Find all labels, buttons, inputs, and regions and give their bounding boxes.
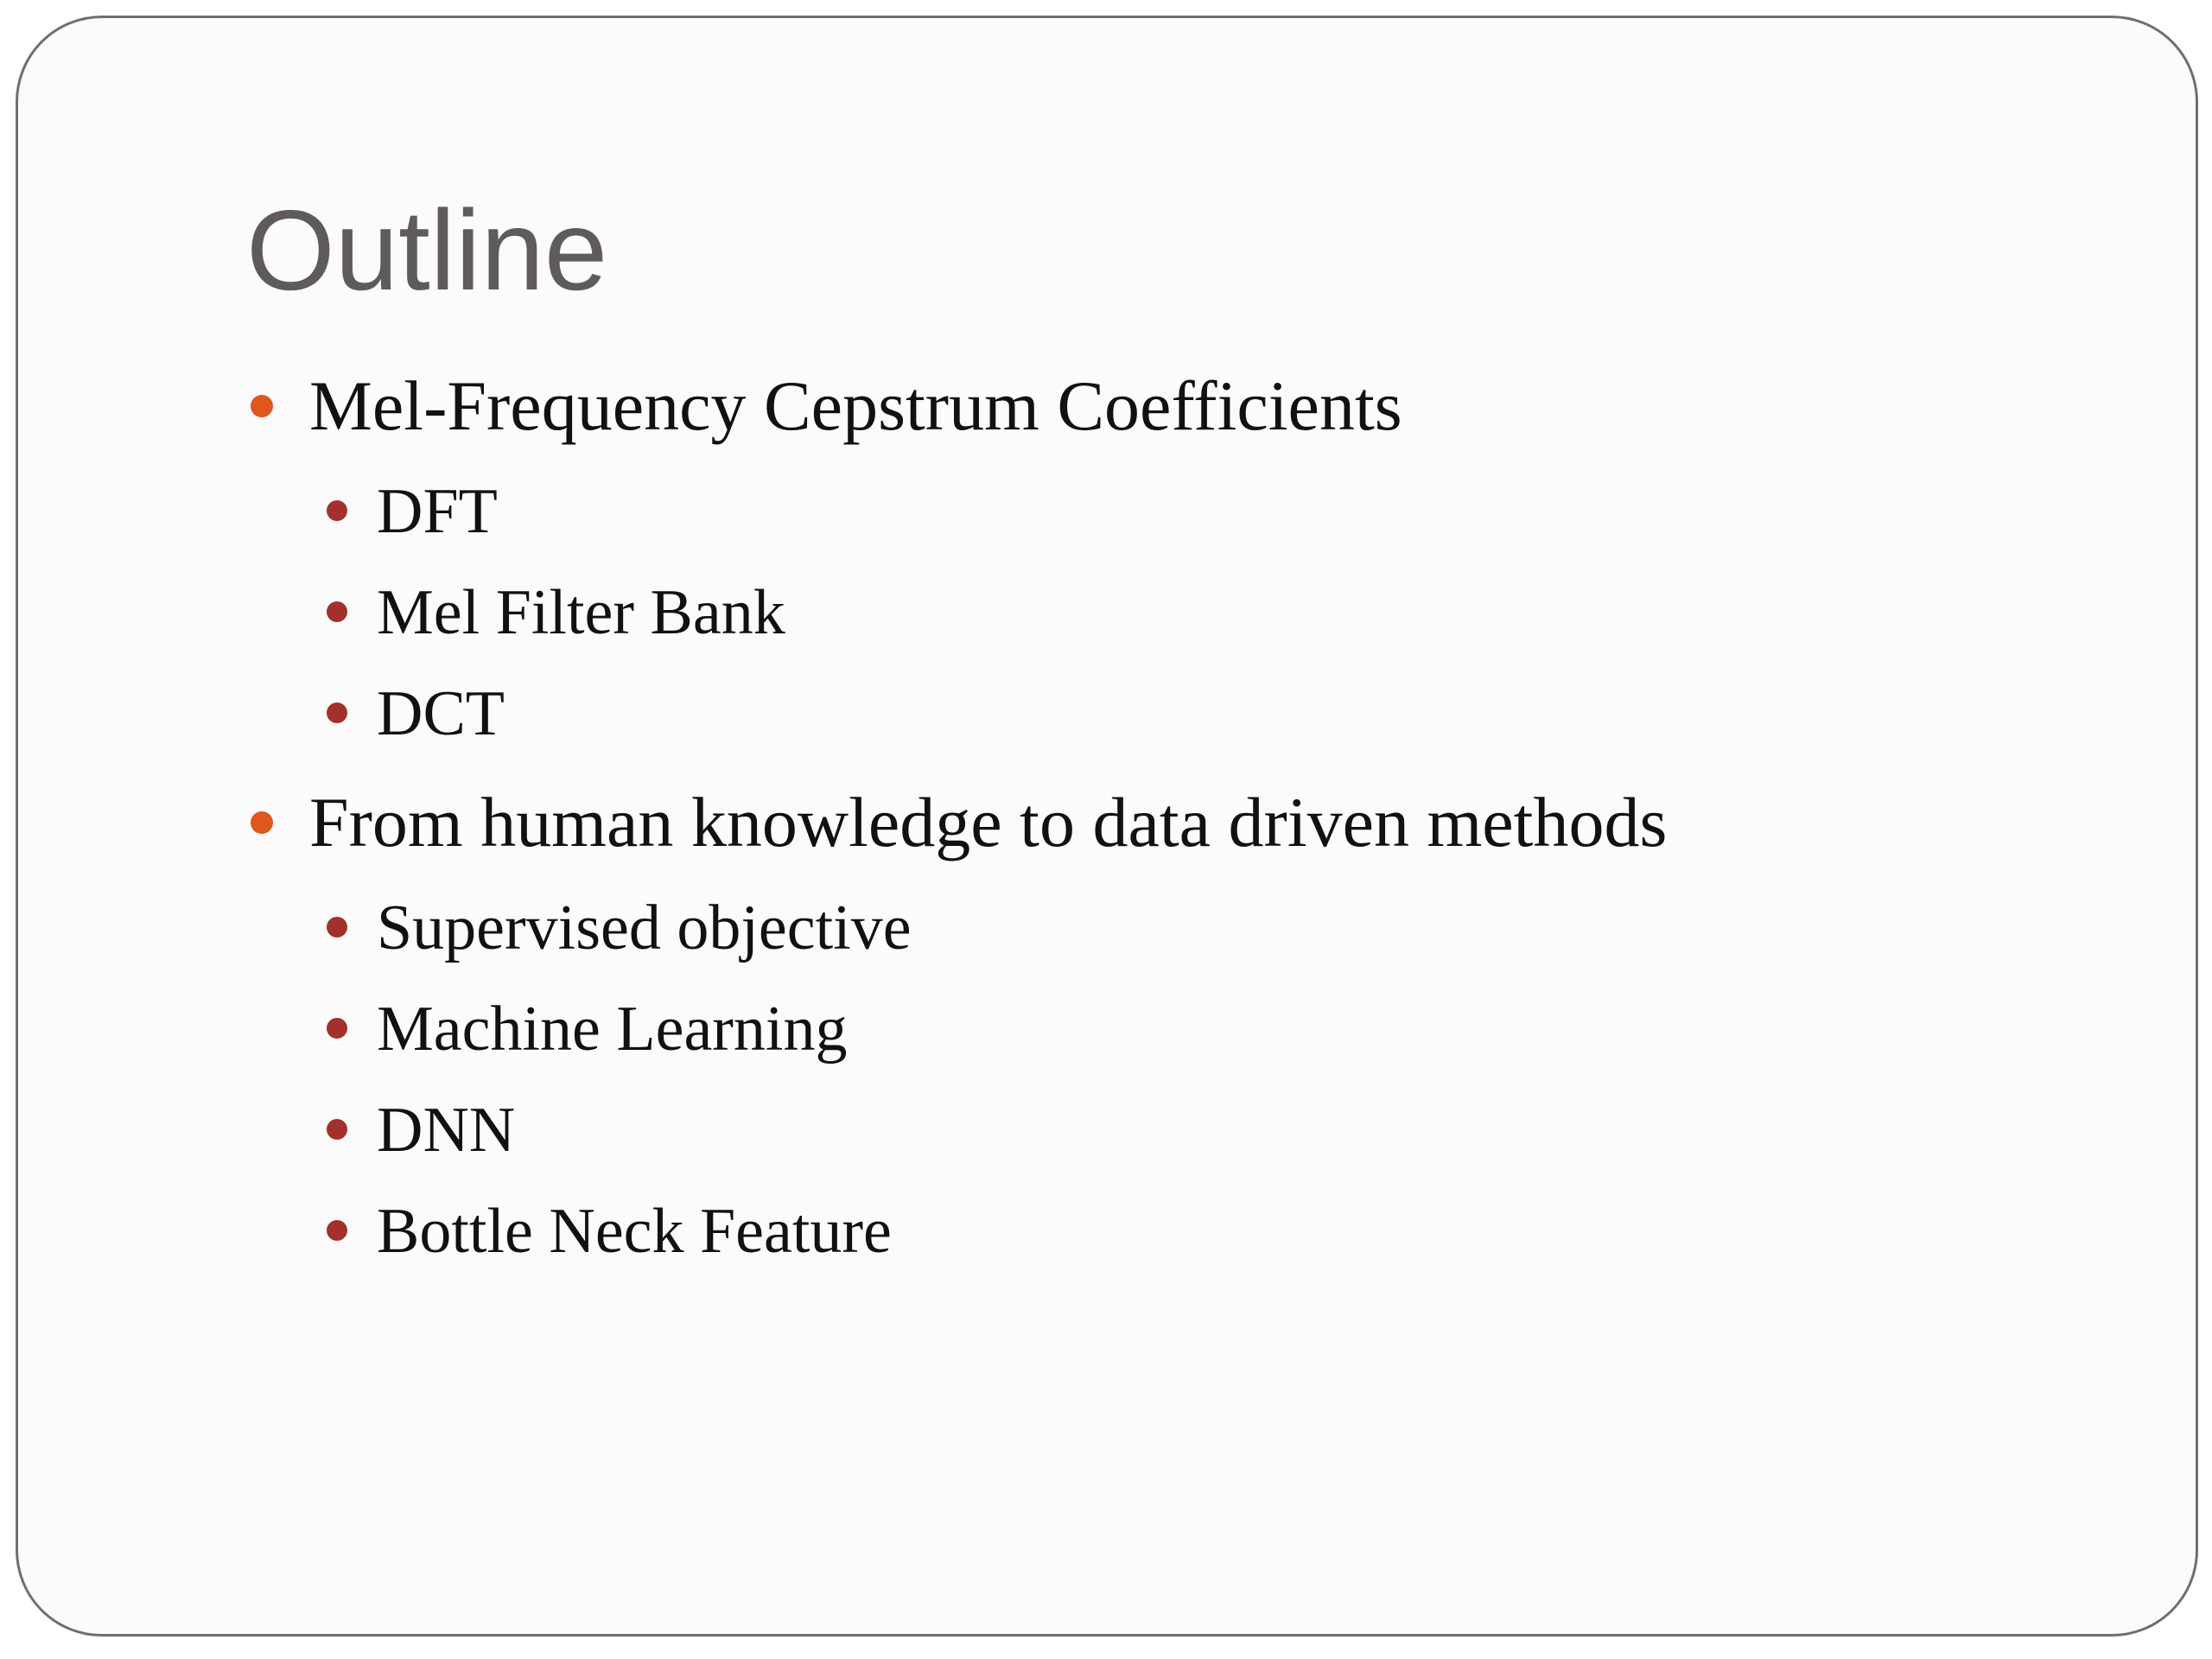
slide-title: Outline [246, 187, 608, 314]
outline-item-data-driven: From human knowledge to data driven methods [309, 783, 1668, 861]
bullet-icon [327, 702, 347, 723]
bullet-icon [327, 1220, 347, 1241]
bullet-icon [327, 601, 347, 622]
outline-subitem-dft: DFT [377, 476, 498, 547]
bullet-icon [251, 811, 273, 834]
outline-subitem-dct: DCT [377, 678, 505, 749]
bullet-icon [327, 1018, 347, 1039]
bullet-icon [251, 395, 273, 417]
outline-subitem-bottle-neck-feature: Bottle Neck Feature [377, 1196, 892, 1267]
bullet-icon [327, 917, 347, 938]
outline-subitem-dnn: DNN [377, 1095, 516, 1166]
outline-subitem-machine-learning: Machine Learning [377, 994, 848, 1065]
bullet-icon [327, 500, 347, 521]
bullet-icon [327, 1119, 347, 1140]
outline-subitem-mel-filter-bank: Mel Filter Bank [377, 577, 785, 648]
outline-item-mfcc: Mel-Frequency Cepstrum Coefficients [309, 366, 1402, 445]
outline-subitem-supervised-objective: Supervised objective [377, 893, 912, 963]
